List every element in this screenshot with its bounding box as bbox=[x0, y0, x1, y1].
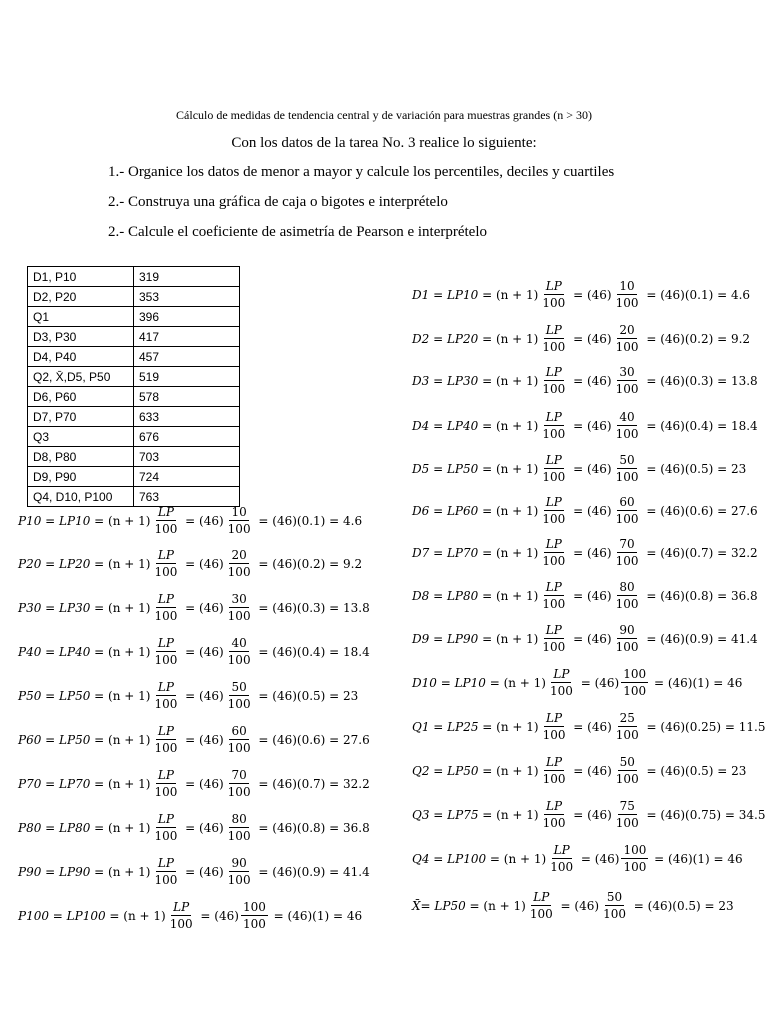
fraction-denominator: 100 bbox=[615, 640, 639, 654]
table-cell-label: D4, P40 bbox=[28, 347, 134, 367]
instruction-3: 2.- Calcule el coeficiente de asimetría de Pearson e interprételo bbox=[108, 224, 487, 240]
fraction-numerator: 30 bbox=[231, 592, 247, 606]
formula-result: (46)(0.2) = 9.2 bbox=[272, 556, 363, 571]
fraction-denominator: 100 bbox=[242, 917, 266, 931]
fraction-numerator: LP bbox=[553, 843, 570, 857]
formula-multiplier: = (n + 1) bbox=[465, 898, 526, 913]
formula-result: (46)(0.4) = 18.4 bbox=[272, 644, 370, 659]
fraction-denominator: 100 bbox=[169, 917, 193, 931]
fraction bbox=[548, 667, 575, 698]
fraction bbox=[541, 799, 568, 830]
formula-sample-size: = (46) bbox=[181, 820, 224, 835]
fraction-numerator: LP bbox=[545, 537, 562, 551]
formula-multiplier: = (n + 1) bbox=[90, 644, 151, 659]
fraction-numerator: 70 bbox=[619, 537, 635, 551]
formula-sample-size: = (46) bbox=[569, 461, 612, 476]
formula-line bbox=[412, 711, 766, 742]
formula-equals: = bbox=[254, 556, 273, 571]
fraction-numerator: LP bbox=[157, 724, 174, 738]
table-cell-value: 396 bbox=[134, 307, 240, 327]
formula-multiplier: = (n + 1) bbox=[485, 675, 546, 690]
formula-line bbox=[412, 580, 758, 611]
formula-lhs: D10 = LP10 bbox=[412, 675, 486, 690]
fraction-numerator: 80 bbox=[619, 580, 635, 594]
formula-lhs: P100 = LP100 bbox=[18, 908, 106, 923]
fraction-denominator: 100 bbox=[542, 728, 566, 742]
formula-result: (46)(0.8) = 36.8 bbox=[660, 588, 758, 603]
fraction-numerator: LP bbox=[545, 495, 562, 509]
fraction-numerator: 20 bbox=[231, 548, 247, 562]
formula-lhs: P70 = LP70 bbox=[18, 776, 91, 791]
formula-sample-size: = (46) bbox=[569, 631, 612, 646]
formula-sample-size: = (46) bbox=[569, 331, 612, 346]
formula-line bbox=[412, 495, 758, 526]
formula-lhs: X̄= LP50 bbox=[412, 898, 466, 913]
formula-equals: = bbox=[254, 820, 273, 835]
fraction bbox=[548, 843, 575, 874]
table-cell-value: 703 bbox=[134, 447, 240, 467]
formula-multiplier: = (n + 1) bbox=[478, 503, 539, 518]
formula-line bbox=[412, 365, 758, 396]
formula-sample-size: = (46) bbox=[569, 418, 612, 433]
table-cell-label: D3, P30 bbox=[28, 327, 134, 347]
formula-lhs: Q3 = LP75 bbox=[412, 807, 479, 822]
fraction-numerator: 70 bbox=[231, 768, 247, 782]
formula-result: (46)(0.3) = 13.8 bbox=[660, 373, 758, 388]
table-cell-value: 519 bbox=[134, 367, 240, 387]
fraction-numerator: LP bbox=[545, 365, 562, 379]
fraction-denominator: 100 bbox=[542, 816, 566, 830]
fraction-numerator: LP bbox=[545, 453, 562, 467]
fraction-numerator: 10 bbox=[619, 279, 635, 293]
formula-result: (46)(0.1) = 4.6 bbox=[660, 287, 751, 302]
fraction bbox=[528, 890, 555, 921]
formula-line bbox=[412, 279, 750, 310]
fraction-numerator: LP bbox=[553, 667, 570, 681]
formula-lhs: D8 = LP80 bbox=[412, 588, 479, 603]
formula-sample-size: = (46) bbox=[196, 908, 239, 923]
formula-sample-size: = (46) bbox=[181, 864, 224, 879]
formula-result: (46)(0.25) = 11.5 bbox=[660, 719, 766, 734]
fraction bbox=[540, 279, 567, 310]
fraction-numerator: 40 bbox=[231, 636, 247, 650]
instruction-2: 2.- Construya una gráfica de caja o bigotes e interprételo bbox=[108, 194, 448, 210]
formula-equals: = bbox=[642, 461, 661, 476]
fraction-numerator: LP bbox=[545, 711, 563, 725]
formula-sample-size: = (46) bbox=[181, 513, 224, 528]
table-cell-value: 676 bbox=[134, 427, 240, 447]
formula-multiplier: = (n + 1) bbox=[478, 287, 539, 302]
formula-equals: = bbox=[642, 631, 661, 646]
table-cell-value: 353 bbox=[134, 287, 240, 307]
fraction-denominator: 100 bbox=[542, 296, 566, 310]
fraction-numerator: LP bbox=[157, 768, 174, 782]
fraction bbox=[540, 537, 567, 568]
formula-lhs: D6 = LP60 bbox=[412, 503, 479, 518]
fraction-numerator: LP bbox=[545, 410, 562, 424]
formula-result: (46)(0.6) = 27.6 bbox=[272, 732, 370, 747]
fraction-numerator: LP bbox=[157, 505, 174, 519]
formula-equals: = bbox=[254, 776, 273, 791]
table-cell-label: D7, P70 bbox=[28, 407, 134, 427]
formula-sample-size: = (46) bbox=[569, 763, 612, 778]
formula-lhs: D1 = LP10 bbox=[412, 287, 479, 302]
fraction-numerator: 50 bbox=[606, 890, 623, 904]
formula-equals: = bbox=[642, 287, 661, 302]
formula-equals: = bbox=[629, 898, 648, 913]
fraction-denominator: 100 bbox=[227, 565, 251, 579]
formula-sample-size: = (46) bbox=[569, 807, 612, 822]
fraction bbox=[614, 711, 641, 742]
formula-result: (46)(0.2) = 9.2 bbox=[660, 331, 751, 346]
table-cell-label: Q2, X̄,D5, P50 bbox=[28, 367, 134, 387]
fraction-denominator: 100 bbox=[615, 554, 639, 568]
formula-lhs: P60 = LP50 bbox=[18, 732, 91, 747]
formula-result: (46)(0.7) = 32.2 bbox=[272, 776, 370, 791]
formula-sample-size: = (46) bbox=[181, 732, 224, 747]
fraction-denominator: 100 bbox=[227, 785, 251, 799]
page-title: Cálculo de medidas de tendencia central y de variación para muestras grandes (n > 30) bbox=[176, 108, 592, 122]
fraction-denominator: 100 bbox=[154, 785, 178, 799]
fraction bbox=[621, 843, 648, 874]
fraction-denominator: 100 bbox=[154, 873, 178, 887]
formula-sample-size: = (46) bbox=[181, 644, 224, 659]
formula-lhs: D7 = LP70 bbox=[412, 545, 479, 560]
formula-multiplier: = (n + 1) bbox=[90, 600, 151, 615]
table-cell-value: 633 bbox=[134, 407, 240, 427]
fraction-denominator: 100 bbox=[227, 873, 251, 887]
formula-lhs: P50 = LP50 bbox=[18, 688, 91, 703]
table-cell-value: 417 bbox=[134, 327, 240, 347]
table-cell-label: D9, P90 bbox=[28, 467, 134, 487]
table-cell-value: 578 bbox=[134, 387, 240, 407]
formula-sample-size: = (46) bbox=[576, 675, 620, 690]
fraction-numerator: 10 bbox=[231, 505, 247, 519]
formula-line bbox=[412, 667, 742, 698]
fraction-denominator: 100 bbox=[603, 907, 626, 921]
formula-lhs: Q2 = LP50 bbox=[412, 763, 479, 778]
table-cell-label: D8, P80 bbox=[28, 447, 134, 467]
table-cell-label: Q3 bbox=[28, 427, 134, 447]
fraction bbox=[614, 323, 641, 354]
fraction-numerator: LP bbox=[545, 755, 563, 769]
formula-sample-size: = (46) bbox=[181, 776, 224, 791]
instruction-1: 1.- Organice los datos de menor a mayor y calcule los percentiles, deciles y cuartiles bbox=[108, 164, 615, 180]
formula-multiplier: = (n + 1) bbox=[90, 776, 151, 791]
fraction-denominator: 100 bbox=[542, 597, 566, 611]
formula-sample-size: = (46) bbox=[181, 688, 224, 703]
formula-sample-size: = (46) bbox=[569, 503, 612, 518]
formula-result: (46)(0.5) = 23 bbox=[272, 688, 359, 703]
formula-lhs: D2 = LP20 bbox=[412, 331, 479, 346]
formula-lhs: P40 = LP40 bbox=[18, 644, 91, 659]
formula-multiplier: = (n + 1) bbox=[478, 588, 539, 603]
formula-result: (46)(0.7) = 32.2 bbox=[660, 545, 758, 560]
fraction-numerator: LP bbox=[157, 856, 174, 870]
fraction-denominator: 100 bbox=[227, 609, 251, 623]
fraction-numerator: LP bbox=[157, 592, 174, 606]
formula-sample-size: = (46) bbox=[577, 851, 620, 866]
fraction-numerator: LP bbox=[157, 680, 174, 694]
fraction bbox=[541, 711, 568, 742]
formula-line bbox=[412, 890, 734, 921]
formula-equals: = bbox=[254, 688, 273, 703]
fraction bbox=[614, 537, 641, 568]
fraction bbox=[540, 580, 567, 611]
formula-result: (46)(0.8) = 36.8 bbox=[272, 820, 370, 835]
fraction bbox=[614, 410, 641, 441]
fraction-denominator: 100 bbox=[615, 512, 639, 526]
fraction-denominator: 100 bbox=[227, 522, 251, 536]
fraction bbox=[614, 453, 641, 484]
fraction-numerator: 50 bbox=[619, 755, 635, 769]
formula-sample-size: = (46) bbox=[181, 600, 224, 615]
formula-result: (46)(0.4) = 18.4 bbox=[660, 418, 758, 433]
formula-multiplier: = (n + 1) bbox=[478, 331, 539, 346]
formula-lhs: P80 = LP80 bbox=[18, 820, 91, 835]
fraction-numerator: 25 bbox=[619, 711, 635, 725]
fraction bbox=[621, 667, 648, 698]
table-cell-value: 319 bbox=[134, 267, 240, 287]
fraction-denominator: 100 bbox=[549, 684, 573, 698]
fraction-denominator: 100 bbox=[615, 772, 639, 786]
fraction-numerator: LP bbox=[545, 323, 562, 337]
fraction-denominator: 100 bbox=[154, 565, 178, 579]
formula-line bbox=[412, 453, 746, 484]
fraction-numerator: LP bbox=[157, 548, 174, 562]
formula-equals: = bbox=[642, 331, 661, 346]
fraction-denominator: 100 bbox=[623, 860, 647, 874]
fraction-denominator: 100 bbox=[615, 597, 639, 611]
fraction-denominator: 100 bbox=[542, 554, 566, 568]
formula-lhs: Q4 = LP100 bbox=[412, 851, 487, 866]
fraction-denominator: 100 bbox=[542, 382, 566, 396]
formula-lhs: P20 = LP20 bbox=[18, 556, 91, 571]
formula-equals: = bbox=[254, 513, 273, 528]
formula-sample-size: = (46) bbox=[569, 545, 612, 560]
formula-equals: = bbox=[650, 851, 669, 866]
fraction-numerator: 100 bbox=[242, 900, 266, 914]
fraction bbox=[540, 623, 567, 654]
fraction-denominator: 100 bbox=[227, 653, 251, 667]
fraction-numerator: 90 bbox=[231, 856, 247, 870]
fraction bbox=[614, 623, 641, 654]
fraction-denominator: 100 bbox=[542, 340, 566, 354]
formula-multiplier: = (n + 1) bbox=[478, 461, 539, 476]
fraction-numerator: 80 bbox=[231, 812, 247, 826]
fraction-denominator: 100 bbox=[227, 829, 251, 843]
formula-result: (46)(0.5) = 23 bbox=[660, 461, 747, 476]
formula-multiplier: = (n + 1) bbox=[90, 688, 151, 703]
formula-equals: = bbox=[254, 732, 273, 747]
formula-lhs: D4 = LP40 bbox=[412, 418, 479, 433]
formula-lhs: D5 = LP50 bbox=[412, 461, 479, 476]
formula-lhs: P30 = LP30 bbox=[18, 600, 91, 615]
formula-equals: = bbox=[642, 807, 661, 822]
fraction-denominator: 100 bbox=[550, 860, 574, 874]
table-cell-label: Q1 bbox=[28, 307, 134, 327]
formula-line bbox=[412, 323, 750, 354]
fraction-denominator: 100 bbox=[542, 512, 566, 526]
fraction bbox=[614, 755, 641, 786]
formula-equals: = bbox=[642, 719, 661, 734]
fraction-numerator: 100 bbox=[623, 667, 647, 681]
formula-sample-size: = (46) bbox=[556, 898, 600, 913]
formula-result: (46)(1) = 46 bbox=[668, 851, 743, 866]
fraction-denominator: 100 bbox=[615, 816, 639, 830]
fraction-denominator: 100 bbox=[154, 653, 178, 667]
fraction-numerator: 20 bbox=[619, 323, 635, 337]
fraction bbox=[601, 890, 628, 921]
formula-equals: = bbox=[254, 864, 273, 879]
formula-result: (46)(0.3) = 13.8 bbox=[272, 600, 370, 615]
formula-multiplier: = (n + 1) bbox=[478, 373, 539, 388]
table-cell-label: D2, P20 bbox=[28, 287, 134, 307]
formula-lhs: D9 = LP90 bbox=[412, 631, 479, 646]
fraction-numerator: 60 bbox=[231, 724, 247, 738]
formula-equals: = bbox=[642, 545, 661, 560]
fraction-denominator: 100 bbox=[615, 728, 639, 742]
fraction-denominator: 100 bbox=[227, 697, 251, 711]
fraction bbox=[540, 495, 567, 526]
formula-multiplier: = (n + 1) bbox=[486, 851, 547, 866]
fraction-denominator: 100 bbox=[154, 741, 178, 755]
formula-sample-size: = (46) bbox=[569, 287, 612, 302]
fraction-denominator: 100 bbox=[542, 772, 566, 786]
fraction-denominator: 100 bbox=[615, 382, 639, 396]
formula-equals: = bbox=[642, 373, 661, 388]
table-cell-label: D6, P60 bbox=[28, 387, 134, 407]
fraction-denominator: 100 bbox=[154, 697, 178, 711]
fraction-numerator: 30 bbox=[619, 365, 635, 379]
fraction bbox=[614, 365, 641, 396]
formula-result: (46)(0.9) = 41.4 bbox=[660, 631, 758, 646]
formula-sample-size: = (46) bbox=[569, 373, 612, 388]
formula-line bbox=[412, 537, 758, 568]
formula-sample-size: = (46) bbox=[181, 556, 224, 571]
formula-multiplier: = (n + 1) bbox=[90, 556, 151, 571]
fraction-denominator: 100 bbox=[615, 340, 639, 354]
formula-result: (46)(1) = 46 bbox=[287, 908, 363, 923]
fraction-numerator: LP bbox=[545, 623, 562, 637]
fraction-denominator: 100 bbox=[615, 427, 639, 441]
fraction-numerator: LP bbox=[545, 799, 563, 813]
fraction-denominator: 100 bbox=[615, 470, 639, 484]
formula-multiplier: = (n + 1) bbox=[478, 418, 539, 433]
formula-sample-size: = (46) bbox=[569, 588, 612, 603]
fraction-denominator: 100 bbox=[154, 829, 178, 843]
fraction-denominator: 100 bbox=[542, 470, 566, 484]
formula-multiplier: = (n + 1) bbox=[105, 908, 166, 923]
fraction-numerator: 75 bbox=[619, 799, 635, 813]
fraction-numerator: 50 bbox=[231, 680, 247, 694]
formula-multiplier: = (n + 1) bbox=[478, 807, 539, 822]
formula-multiplier: = (n + 1) bbox=[478, 719, 539, 734]
fraction-denominator: 100 bbox=[154, 609, 178, 623]
fraction bbox=[540, 323, 567, 354]
fraction-numerator: 60 bbox=[619, 495, 635, 509]
formula-equals: = bbox=[642, 418, 661, 433]
formula-multiplier: = (n + 1) bbox=[90, 513, 151, 528]
formula-result: (46)(0.1) = 4.6 bbox=[272, 513, 363, 528]
fraction-denominator: 100 bbox=[529, 907, 553, 921]
fraction-numerator: 90 bbox=[619, 623, 635, 637]
formula-multiplier: = (n + 1) bbox=[90, 820, 151, 835]
formula-line bbox=[412, 410, 758, 441]
fraction-numerator: LP bbox=[157, 812, 174, 826]
formula-equals: = bbox=[254, 600, 273, 615]
fraction-denominator: 100 bbox=[154, 522, 178, 536]
table-cell-value: 457 bbox=[134, 347, 240, 367]
fraction bbox=[541, 755, 568, 786]
formula-multiplier: = (n + 1) bbox=[90, 732, 151, 747]
page-subtitle: Con los datos de la tarea No. 3 realice lo siguiente: bbox=[231, 135, 537, 151]
fraction-denominator: 100 bbox=[542, 640, 566, 654]
table-cell-value: 724 bbox=[134, 467, 240, 487]
formula-result: (46)(0.75) = 34.5 bbox=[660, 807, 766, 822]
table-cell-label: Q4, D10, P100 bbox=[28, 487, 134, 507]
formula-result: (46)(1) = 46 bbox=[667, 675, 743, 690]
fraction bbox=[614, 495, 641, 526]
formula-multiplier: = (n + 1) bbox=[478, 545, 539, 560]
formula-equals: = bbox=[650, 675, 668, 690]
fraction bbox=[540, 365, 567, 396]
fraction-numerator: 50 bbox=[619, 453, 635, 467]
formula-multiplier: = (n + 1) bbox=[478, 763, 539, 778]
table-cell-value: 763 bbox=[134, 487, 240, 507]
formula-lhs: P10 = LP10 bbox=[18, 513, 91, 528]
formula-equals: = bbox=[642, 588, 661, 603]
table-cell-label: D1, P10 bbox=[28, 267, 134, 287]
fraction bbox=[614, 580, 641, 611]
formula-equals: = bbox=[254, 644, 273, 659]
fraction-numerator: LP bbox=[157, 636, 174, 650]
formula-line bbox=[412, 843, 743, 874]
formula-line bbox=[412, 799, 766, 830]
formula-lhs: Q1 = LP25 bbox=[412, 719, 479, 734]
fraction-numerator: 100 bbox=[623, 843, 647, 857]
fraction-numerator: LP bbox=[545, 580, 562, 594]
formula-line bbox=[412, 623, 758, 654]
fraction-numerator: LP bbox=[545, 279, 562, 293]
fraction bbox=[614, 279, 641, 310]
formula-sample-size: = (46) bbox=[569, 719, 612, 734]
fraction bbox=[614, 799, 641, 830]
fraction bbox=[540, 410, 567, 441]
fraction-denominator: 100 bbox=[615, 296, 639, 310]
formula-line bbox=[412, 755, 746, 786]
formula-multiplier: = (n + 1) bbox=[478, 631, 539, 646]
formula-lhs: P90 = LP90 bbox=[18, 864, 91, 879]
formula-result: (46)(0.5) = 23 bbox=[647, 898, 734, 913]
formula-multiplier: = (n + 1) bbox=[90, 864, 151, 879]
fraction-numerator: LP bbox=[533, 890, 550, 904]
formula-equals: = bbox=[642, 503, 661, 518]
fraction-denominator: 100 bbox=[542, 427, 566, 441]
fraction-numerator: LP bbox=[173, 900, 190, 914]
formula-result: (46)(0.6) = 27.6 bbox=[660, 503, 758, 518]
formula-result: (46)(0.5) = 23 bbox=[660, 763, 747, 778]
formula-equals: = bbox=[642, 763, 661, 778]
formula-equals: = bbox=[269, 908, 288, 923]
fraction-denominator: 100 bbox=[227, 741, 251, 755]
formula-lhs: D3 = LP30 bbox=[412, 373, 479, 388]
fraction-numerator: 40 bbox=[619, 410, 635, 424]
formula-result: (46)(0.9) = 41.4 bbox=[272, 864, 370, 879]
fraction bbox=[540, 453, 567, 484]
fraction-denominator: 100 bbox=[623, 684, 647, 698]
